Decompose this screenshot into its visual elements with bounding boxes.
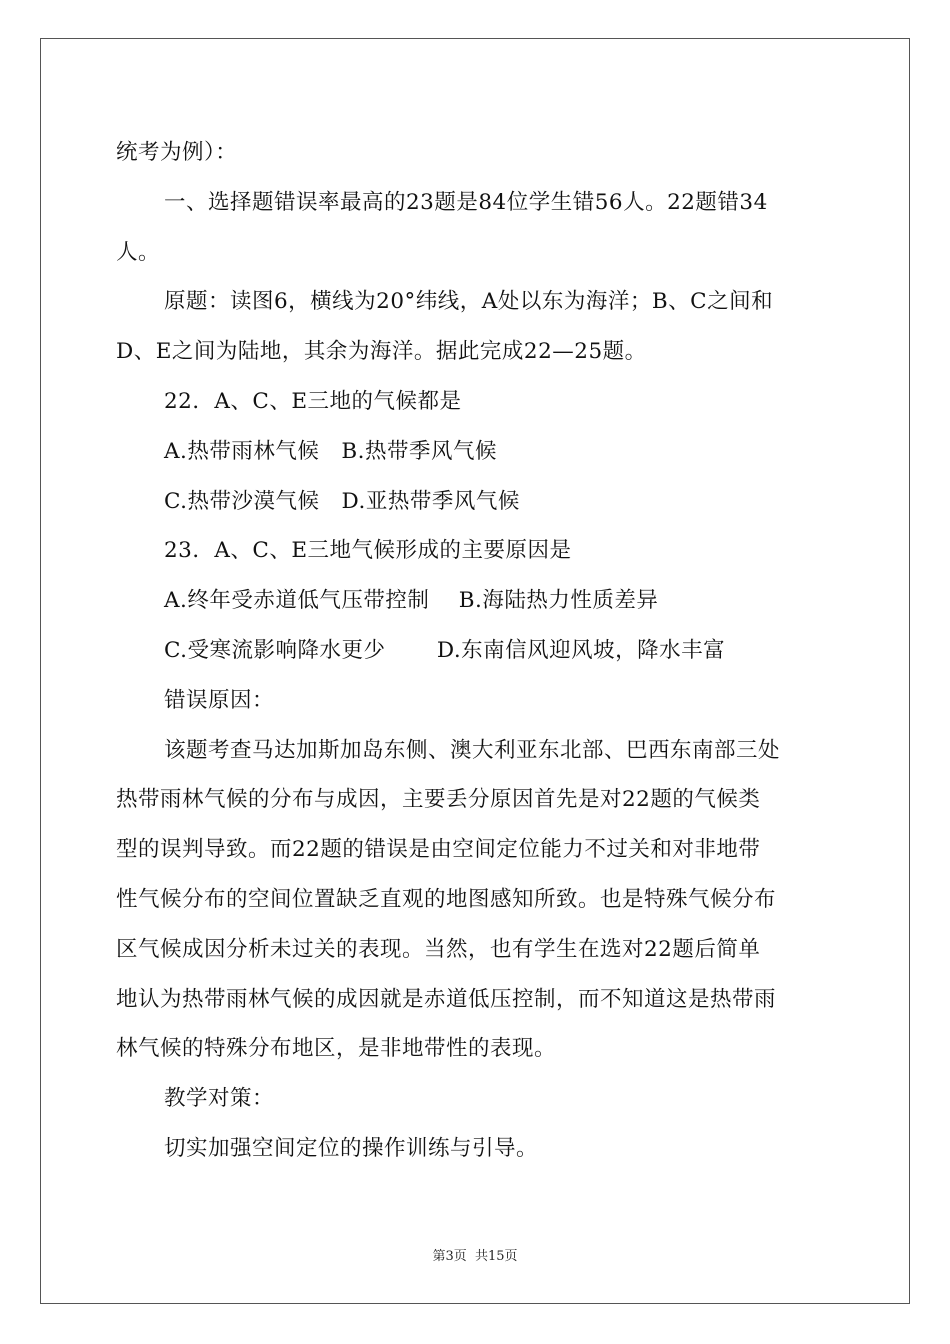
page-footer (0, 1245, 950, 1264)
text-line: 切实加强空间定位的操作训练与引导。 (164, 1135, 539, 1161)
page-total: 共15页 (474, 1249, 518, 1264)
section-heading-error-cause: 错误原因： (164, 687, 275, 713)
question-22-options-ab: A.热带雨林气候 B.热带季风气候 (164, 438, 497, 464)
text-line: 原题：读图6，横线为20°纬线，A处以东为海洋；B、C之间和 (164, 289, 774, 315)
document-body (116, 128, 838, 1174)
question-23-options-ab: A.终年受赤道低气压带控制 B.海陆热力性质差异 (164, 588, 659, 614)
page-number: 第3页 (432, 1249, 467, 1264)
text-line: 性气候分布的空间位置缺乏直观的地图感知所致。也是特殊气候分布 (116, 886, 777, 912)
question-22-options-cd: C.热带沙漠气候 D.亚热带季风气候 (164, 488, 520, 514)
text-line: 林气候的特殊分布地区，是非地带性的表现。 (116, 1036, 557, 1062)
section-heading-teaching-strategy: 教学对策： (164, 1086, 275, 1112)
question-22: 22．A、C、E三地的气候都是 (164, 388, 462, 414)
text-line: 人。 (116, 239, 161, 265)
text-line: 该题考查马达加斯加岛东侧、澳大利亚东北部、巴西东南部三处 (164, 737, 781, 763)
text-line: 型的误判导致。而22题的错误是由空间定位能力不过关和对非地带 (116, 837, 761, 863)
text-line: D、E之间为陆地，其余为海洋。据此完成22—25题。 (116, 339, 647, 365)
question-23-options-cd: C.受寒流影响降水更少 D.东南信风迎风坡，降水丰富 (164, 637, 726, 663)
text-line: 区气候成因分析未过关的表现。当然，也有学生在选对22题后简单 (116, 936, 761, 962)
question-23: 23．A、C、E三地气候形成的主要原因是 (164, 538, 572, 564)
text-line: 一、选择题错误率最高的23题是84位学生错56人。22题错34 (164, 189, 768, 215)
text-line: 地认为热带雨林气候的成因就是赤道低压控制，而不知道这是热带雨 (116, 986, 777, 1012)
text-line: 热带雨林气候的分布与成因，主要丢分原因首先是对22题的气候类 (116, 787, 761, 813)
text-line: 统考为例）： (116, 140, 238, 165)
